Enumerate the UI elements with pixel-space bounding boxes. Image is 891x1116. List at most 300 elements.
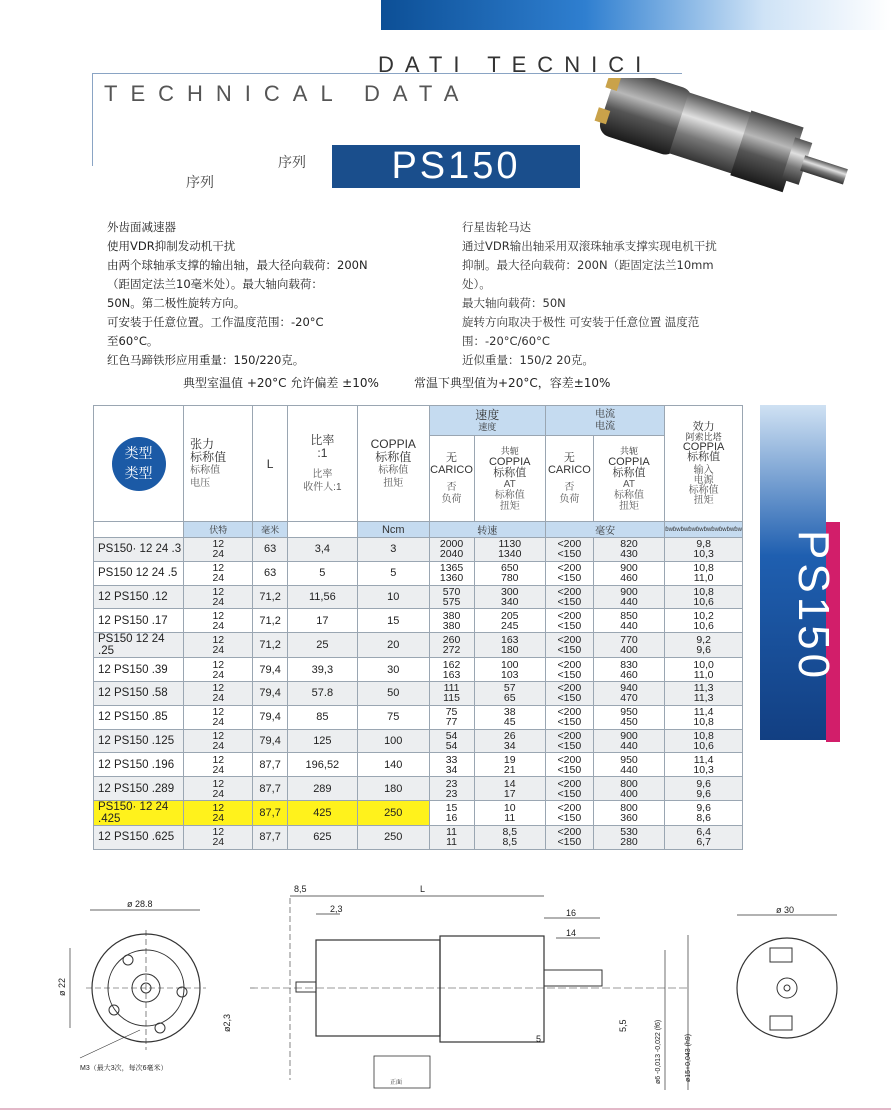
desc-line: 抑制。最大径向载荷：200N（距固定法兰10mm bbox=[462, 258, 714, 272]
cell-value: 10,3 bbox=[693, 763, 714, 776]
cell-value: 10,3 bbox=[693, 548, 714, 561]
table-cell bbox=[287, 777, 357, 801]
cell-value: 12 bbox=[212, 585, 225, 598]
detail-box-label: 正面 bbox=[390, 1080, 403, 1086]
table-cell bbox=[593, 585, 664, 609]
table-cell bbox=[593, 729, 664, 753]
cell-value: 12 bbox=[212, 634, 225, 647]
table-cell bbox=[429, 633, 474, 658]
cell-value: 50 bbox=[387, 687, 400, 700]
table-cell bbox=[429, 777, 474, 801]
cell-value: 25 bbox=[316, 639, 329, 652]
cell-value: 10,0 bbox=[693, 658, 714, 671]
top-color-band bbox=[381, 0, 891, 30]
table-cell bbox=[545, 609, 593, 633]
spec-table-container bbox=[93, 405, 743, 848]
cell-value: 250 bbox=[384, 831, 403, 844]
cell-value: 24 bbox=[212, 739, 225, 752]
cell-value: 21 bbox=[503, 763, 516, 776]
cell-value: 425 bbox=[313, 806, 332, 819]
table-cell bbox=[474, 561, 545, 585]
table-cell bbox=[184, 609, 253, 633]
cell-value: 10,6 bbox=[693, 739, 714, 752]
table-cell bbox=[94, 609, 184, 633]
cell-value: 830 bbox=[620, 658, 638, 671]
unit-torque: Ncm bbox=[357, 522, 429, 538]
cell-value: 440 bbox=[620, 595, 638, 608]
cell-value: 11,3 bbox=[693, 682, 714, 695]
ratio-header bbox=[287, 406, 357, 522]
table-cell bbox=[287, 585, 357, 609]
cell-value: <200 bbox=[557, 562, 582, 575]
cell-value: 24 bbox=[212, 548, 225, 561]
cell-value: 196,52 bbox=[305, 758, 340, 771]
desc-line: 50N。第二极性旋转方向。 bbox=[107, 296, 246, 310]
speed-title: 速度 bbox=[475, 407, 500, 422]
cell-value: 3 bbox=[390, 543, 397, 556]
table-cell bbox=[287, 658, 357, 682]
cell-value: <150 bbox=[557, 595, 582, 608]
side-gearbox bbox=[440, 936, 544, 1042]
table-cell bbox=[94, 777, 184, 801]
table-cell bbox=[545, 561, 593, 585]
table-cell bbox=[184, 585, 253, 609]
cell-value: <150 bbox=[557, 836, 582, 849]
cell-value: 39,3 bbox=[311, 663, 334, 676]
table-cell bbox=[665, 561, 743, 585]
table-cell bbox=[593, 753, 664, 777]
table-cell bbox=[474, 729, 545, 753]
table-row bbox=[94, 538, 743, 562]
cell-value: 12 PS150 .39 bbox=[98, 663, 168, 676]
torque-header bbox=[357, 406, 429, 522]
table-row bbox=[94, 705, 743, 729]
cell-value: 10,2 bbox=[693, 609, 714, 622]
current-group-header bbox=[545, 406, 664, 436]
cell-value: 850 bbox=[620, 609, 638, 622]
description-right bbox=[462, 218, 752, 370]
table-cell bbox=[545, 658, 593, 682]
cell-value: 9,6 bbox=[696, 644, 711, 657]
cell-value: 12 bbox=[212, 801, 225, 814]
desc-line: 旋转方向取决于极性 可安装于任意位置 温度范 bbox=[462, 315, 700, 329]
rc-sub: AT bbox=[622, 478, 636, 490]
cell-value: 12 bbox=[212, 658, 225, 671]
voltage-title: 标称值 bbox=[190, 449, 227, 464]
table-cell bbox=[253, 753, 287, 777]
cell-value: 100 bbox=[384, 734, 403, 747]
cell-value: 12 bbox=[212, 538, 225, 551]
cell-value: 400 bbox=[620, 644, 638, 657]
cell-value: 1360 bbox=[439, 572, 464, 585]
tolerance-note-right: 常温下典型值为+20°C，容差±10% bbox=[414, 376, 611, 390]
nls: 无 bbox=[446, 451, 458, 464]
table-cell bbox=[593, 777, 664, 801]
type-label: 类型 bbox=[124, 464, 153, 481]
dim-16: 16 bbox=[566, 908, 577, 918]
table-row bbox=[94, 633, 743, 658]
power-title: 标称值 bbox=[687, 450, 721, 463]
cell-value: 10,6 bbox=[693, 595, 714, 608]
cell-value: 85 bbox=[316, 711, 329, 724]
cell-value: 940 bbox=[620, 682, 638, 695]
table-cell bbox=[429, 609, 474, 633]
cell-value: 14 bbox=[503, 777, 516, 790]
cell-value: 87,7 bbox=[259, 758, 281, 771]
table-cell bbox=[357, 800, 429, 825]
cell-value: 440 bbox=[620, 739, 638, 752]
cell-value: <150 bbox=[557, 787, 582, 800]
desc-line: 行星齿轮马达 bbox=[462, 220, 531, 234]
dim-front-height: ø 22 bbox=[57, 977, 67, 996]
technical-drawing bbox=[0, 870, 891, 1116]
cell-value: 820 bbox=[620, 538, 638, 551]
table-cell bbox=[429, 705, 474, 729]
table-cell bbox=[545, 777, 593, 801]
cell-value: 11,4 bbox=[693, 706, 714, 719]
title-english: TECHNICAL DATA bbox=[104, 81, 472, 106]
cell-value: 12 PS150 .85 bbox=[98, 711, 168, 724]
table-cell bbox=[665, 729, 743, 753]
cell-value: <150 bbox=[557, 716, 582, 729]
cell-value: 24 bbox=[212, 787, 225, 800]
table-cell bbox=[253, 609, 287, 633]
table-cell bbox=[665, 538, 743, 562]
cell-value: 440 bbox=[620, 619, 638, 632]
table-cell bbox=[184, 825, 253, 849]
cell-value: 79,4 bbox=[259, 663, 281, 676]
cell-value: 115 bbox=[443, 692, 460, 705]
cell-value: <200 bbox=[557, 801, 582, 814]
table-cell bbox=[184, 729, 253, 753]
cell-value: 15 bbox=[387, 614, 400, 627]
table-cell bbox=[94, 705, 184, 729]
dim-h9: ø15+0,043 (h9) bbox=[685, 1033, 692, 1082]
cell-value: 12 bbox=[212, 609, 225, 622]
cell-value: 24 bbox=[212, 716, 225, 729]
description-left bbox=[107, 218, 407, 370]
cell-value: 1130 bbox=[498, 538, 522, 551]
cell-value: 12 bbox=[212, 729, 225, 742]
table-cell bbox=[429, 729, 474, 753]
table-cell bbox=[474, 538, 545, 562]
cell-value: 11,56 bbox=[309, 590, 336, 603]
desc-line: 通过VDR输出轴采用双滚珠轴承支撑实现电机干扰 bbox=[462, 239, 717, 253]
cell-value: 87,7 bbox=[259, 806, 281, 819]
cell-value: 24 bbox=[212, 644, 225, 657]
table-cell bbox=[593, 658, 664, 682]
cell-value: 111 bbox=[443, 682, 460, 695]
desc-line: 处）。 bbox=[462, 277, 491, 291]
table-cell bbox=[184, 753, 253, 777]
table-row bbox=[94, 800, 743, 825]
cell-value: <200 bbox=[557, 826, 582, 839]
noload-current-header bbox=[545, 436, 593, 522]
cell-value: <150 bbox=[557, 644, 582, 657]
cell-value: 11 bbox=[504, 811, 516, 824]
cell-value: 6,7 bbox=[696, 836, 711, 849]
cell-value: 9,6 bbox=[696, 801, 711, 814]
cell-value: 15 bbox=[445, 801, 458, 814]
cell-value: 163 bbox=[500, 634, 519, 647]
cell-value: <150 bbox=[557, 739, 582, 752]
rc: 共轭 bbox=[619, 445, 638, 456]
cell-value: 8,5 bbox=[502, 826, 518, 839]
desc-line: 围：-20°C/60°C bbox=[462, 334, 550, 348]
table-cell bbox=[593, 800, 664, 825]
table-cell bbox=[357, 753, 429, 777]
cell-value: 100 bbox=[500, 658, 519, 671]
cell-value: 79,4 bbox=[259, 734, 281, 747]
power-sub: 标称值 bbox=[688, 484, 719, 496]
cell-value: 360 bbox=[620, 811, 638, 824]
cell-value: PS150 12 24 .5 bbox=[98, 567, 178, 580]
cell-value: 450 bbox=[620, 716, 638, 729]
cell-value: 289 bbox=[313, 782, 332, 795]
speed-sub: 速度 bbox=[478, 421, 497, 432]
table-cell bbox=[253, 800, 287, 825]
power-title: COPPIA bbox=[682, 440, 725, 453]
table-cell bbox=[665, 705, 743, 729]
cell-value: 10,8 bbox=[693, 585, 714, 598]
cell-value: 16 bbox=[445, 811, 458, 824]
cell-value: <200 bbox=[557, 753, 582, 766]
table-row bbox=[94, 585, 743, 609]
table-cell bbox=[665, 777, 743, 801]
table-cell bbox=[593, 705, 664, 729]
cell-value: 440 bbox=[620, 763, 638, 776]
cell-value: 11 bbox=[446, 826, 457, 839]
cell-value: 30 bbox=[387, 663, 400, 676]
table-cell bbox=[593, 609, 664, 633]
cell-value: 11,3 bbox=[693, 692, 714, 705]
table-cell bbox=[357, 561, 429, 585]
table-cell bbox=[94, 729, 184, 753]
cell-value: 575 bbox=[442, 595, 461, 608]
unit-voltage: 伏特 bbox=[184, 522, 253, 538]
desc-line: 外齿面减速器 bbox=[107, 220, 176, 234]
table-cell bbox=[429, 561, 474, 585]
torque-title: 标称值 bbox=[375, 449, 412, 464]
voltage-sub: 标称值 bbox=[190, 464, 221, 476]
table-cell bbox=[545, 585, 593, 609]
cell-value: 245 bbox=[500, 619, 519, 632]
cell-value: <150 bbox=[557, 811, 582, 824]
cell-value: 180 bbox=[384, 782, 403, 795]
table-cell bbox=[184, 705, 253, 729]
cell-value: 103 bbox=[500, 668, 519, 681]
cell-value: 460 bbox=[620, 572, 638, 585]
table-row bbox=[94, 681, 743, 705]
cell-value: 380 bbox=[442, 609, 461, 622]
power-sub: 电源 bbox=[693, 474, 714, 486]
table-cell bbox=[593, 681, 664, 705]
cell-value: 23 bbox=[445, 787, 458, 800]
table-cell bbox=[184, 658, 253, 682]
screw-note: M3（最大3次，每次6毫米） bbox=[80, 1065, 168, 1072]
cell-value: 45 bbox=[503, 716, 516, 729]
cell-value: 11,4 bbox=[693, 753, 714, 766]
cell-value: 75 bbox=[387, 711, 400, 724]
cell-value: 33 bbox=[445, 753, 458, 766]
dim-f6: ø6 -0,013 -0,022 (f6) bbox=[655, 1019, 662, 1084]
cell-value: 12 PS150 .58 bbox=[98, 687, 168, 700]
cell-value: <200 bbox=[557, 585, 582, 598]
table-cell bbox=[545, 633, 593, 658]
table-cell bbox=[287, 538, 357, 562]
cell-value: 12 PS150 .125 bbox=[98, 734, 175, 747]
cell-value: 34 bbox=[445, 763, 458, 776]
cell-value: 6,4 bbox=[696, 826, 711, 839]
cell-value: 780 bbox=[500, 572, 519, 585]
cell-value: 800 bbox=[620, 801, 638, 814]
unit-length: 毫米 bbox=[253, 522, 287, 538]
table-cell bbox=[545, 800, 593, 825]
rated-current-header bbox=[593, 436, 664, 522]
table-cell bbox=[94, 681, 184, 705]
cell-value: 900 bbox=[620, 562, 638, 575]
cell-value: 24 bbox=[212, 836, 225, 849]
table-cell bbox=[429, 658, 474, 682]
table-cell bbox=[474, 609, 545, 633]
cell-value: 12 bbox=[212, 706, 225, 719]
cell-value: 9,2 bbox=[696, 634, 711, 647]
cell-value: 900 bbox=[620, 729, 638, 742]
cell-value: 26 bbox=[503, 729, 516, 742]
table-cell bbox=[357, 825, 429, 849]
cell-value: 34 bbox=[503, 739, 516, 752]
type-label: 类型 bbox=[124, 444, 153, 461]
table-cell bbox=[474, 585, 545, 609]
desc-line: 由两个球轴承支撑的输出轴，最大径向载荷：200N bbox=[107, 258, 368, 272]
cell-value: 205 bbox=[500, 609, 519, 622]
nls-sub: 负荷 bbox=[441, 493, 462, 505]
table-cell bbox=[429, 538, 474, 562]
table-cell bbox=[253, 561, 287, 585]
torque-sub: 标称值 bbox=[378, 464, 409, 476]
table-cell bbox=[94, 753, 184, 777]
cell-value: 12 bbox=[212, 826, 225, 839]
noload-speed-header bbox=[429, 436, 474, 522]
cell-value: 71,2 bbox=[259, 639, 281, 652]
table-cell bbox=[94, 561, 184, 585]
cell-value: <150 bbox=[557, 668, 582, 681]
table-cell bbox=[474, 777, 545, 801]
table-cell bbox=[287, 561, 357, 585]
cell-value: 900 bbox=[620, 585, 638, 598]
table-cell bbox=[357, 585, 429, 609]
cell-value: 9,6 bbox=[696, 787, 711, 800]
table-cell bbox=[665, 825, 743, 849]
table-cell bbox=[287, 681, 357, 705]
table-cell bbox=[94, 800, 184, 825]
table-cell bbox=[287, 800, 357, 825]
type-header bbox=[94, 406, 184, 522]
cell-value: 260 bbox=[442, 634, 461, 647]
table-cell bbox=[545, 681, 593, 705]
series-label: 序列 bbox=[278, 155, 306, 171]
dim-front-diameter: ø 28.8 bbox=[127, 899, 153, 909]
cell-value: <150 bbox=[557, 692, 582, 705]
cell-value: 38 bbox=[503, 706, 516, 719]
unit-speed: 转速 bbox=[429, 522, 545, 538]
cell-value: 24 bbox=[212, 763, 225, 776]
table-cell bbox=[474, 800, 545, 825]
cell-value: 8,6 bbox=[696, 811, 711, 824]
rs: 标称值 bbox=[493, 466, 527, 479]
table-cell bbox=[357, 729, 429, 753]
desc-line: 可安装于任意位置。工作温度范围：-20°C bbox=[107, 315, 324, 329]
cell-value: 2040 bbox=[439, 548, 464, 561]
cell-value: <200 bbox=[557, 538, 582, 551]
ratio-sub: 比率 bbox=[312, 468, 333, 480]
table-cell bbox=[474, 753, 545, 777]
power-sub: 扭矩 bbox=[693, 494, 714, 506]
cell-value: 530 bbox=[620, 826, 638, 839]
torque-title: COPPIA bbox=[370, 436, 416, 451]
table-cell bbox=[287, 753, 357, 777]
table-cell bbox=[184, 681, 253, 705]
cell-value: 162 bbox=[442, 658, 461, 671]
table-cell bbox=[429, 753, 474, 777]
unit-blank bbox=[94, 522, 184, 538]
table-cell bbox=[94, 633, 184, 658]
table-cell bbox=[429, 681, 474, 705]
table-cell bbox=[545, 729, 593, 753]
rs-sub: 标称值 bbox=[494, 489, 525, 501]
voltage-title: 张力 bbox=[190, 436, 215, 451]
cell-value: 24 bbox=[212, 619, 225, 632]
type-badge bbox=[112, 437, 166, 491]
cell-value: 57 bbox=[503, 682, 516, 695]
cell-value: 125 bbox=[313, 734, 332, 747]
table-cell bbox=[184, 800, 253, 825]
cell-value: 9,8 bbox=[696, 538, 711, 551]
cell-value: 10,8 bbox=[693, 716, 714, 729]
table-cell bbox=[253, 705, 287, 729]
dim-shaft-diameter: ø2,3 bbox=[222, 1013, 232, 1032]
desc-line: 使用VDR抑制发动机干扰 bbox=[107, 239, 236, 253]
cell-value: 10 bbox=[387, 590, 400, 603]
table-cell bbox=[665, 585, 743, 609]
cell-value: <200 bbox=[557, 609, 582, 622]
cell-value: 272 bbox=[442, 644, 461, 657]
series-label-secondary: 序列 bbox=[186, 175, 214, 191]
cell-value: <200 bbox=[557, 634, 582, 647]
table-row bbox=[94, 729, 743, 753]
cell-value: PS150· 12 24 .3 bbox=[98, 543, 182, 556]
table-cell bbox=[593, 633, 664, 658]
cell-value: 24 bbox=[212, 811, 225, 824]
table-cell bbox=[357, 538, 429, 562]
motor-photo bbox=[590, 78, 860, 208]
table-cell bbox=[253, 777, 287, 801]
nls: CARICO bbox=[430, 463, 473, 476]
cell-value: 570 bbox=[442, 585, 461, 598]
table-cell bbox=[94, 658, 184, 682]
table-cell bbox=[665, 633, 743, 658]
cell-value: 10,8 bbox=[693, 729, 714, 742]
rs-sub: AT bbox=[503, 478, 516, 490]
desc-line: 近似重量：150/2 20克。 bbox=[462, 353, 594, 367]
speed-group-header bbox=[429, 406, 545, 436]
cell-value: 23 bbox=[445, 777, 458, 790]
cell-value: 280 bbox=[620, 836, 638, 849]
ratio-title: 比率 bbox=[310, 432, 335, 447]
table-cell bbox=[357, 777, 429, 801]
cell-value: <150 bbox=[557, 763, 582, 776]
rc: COPPIA bbox=[608, 455, 650, 468]
